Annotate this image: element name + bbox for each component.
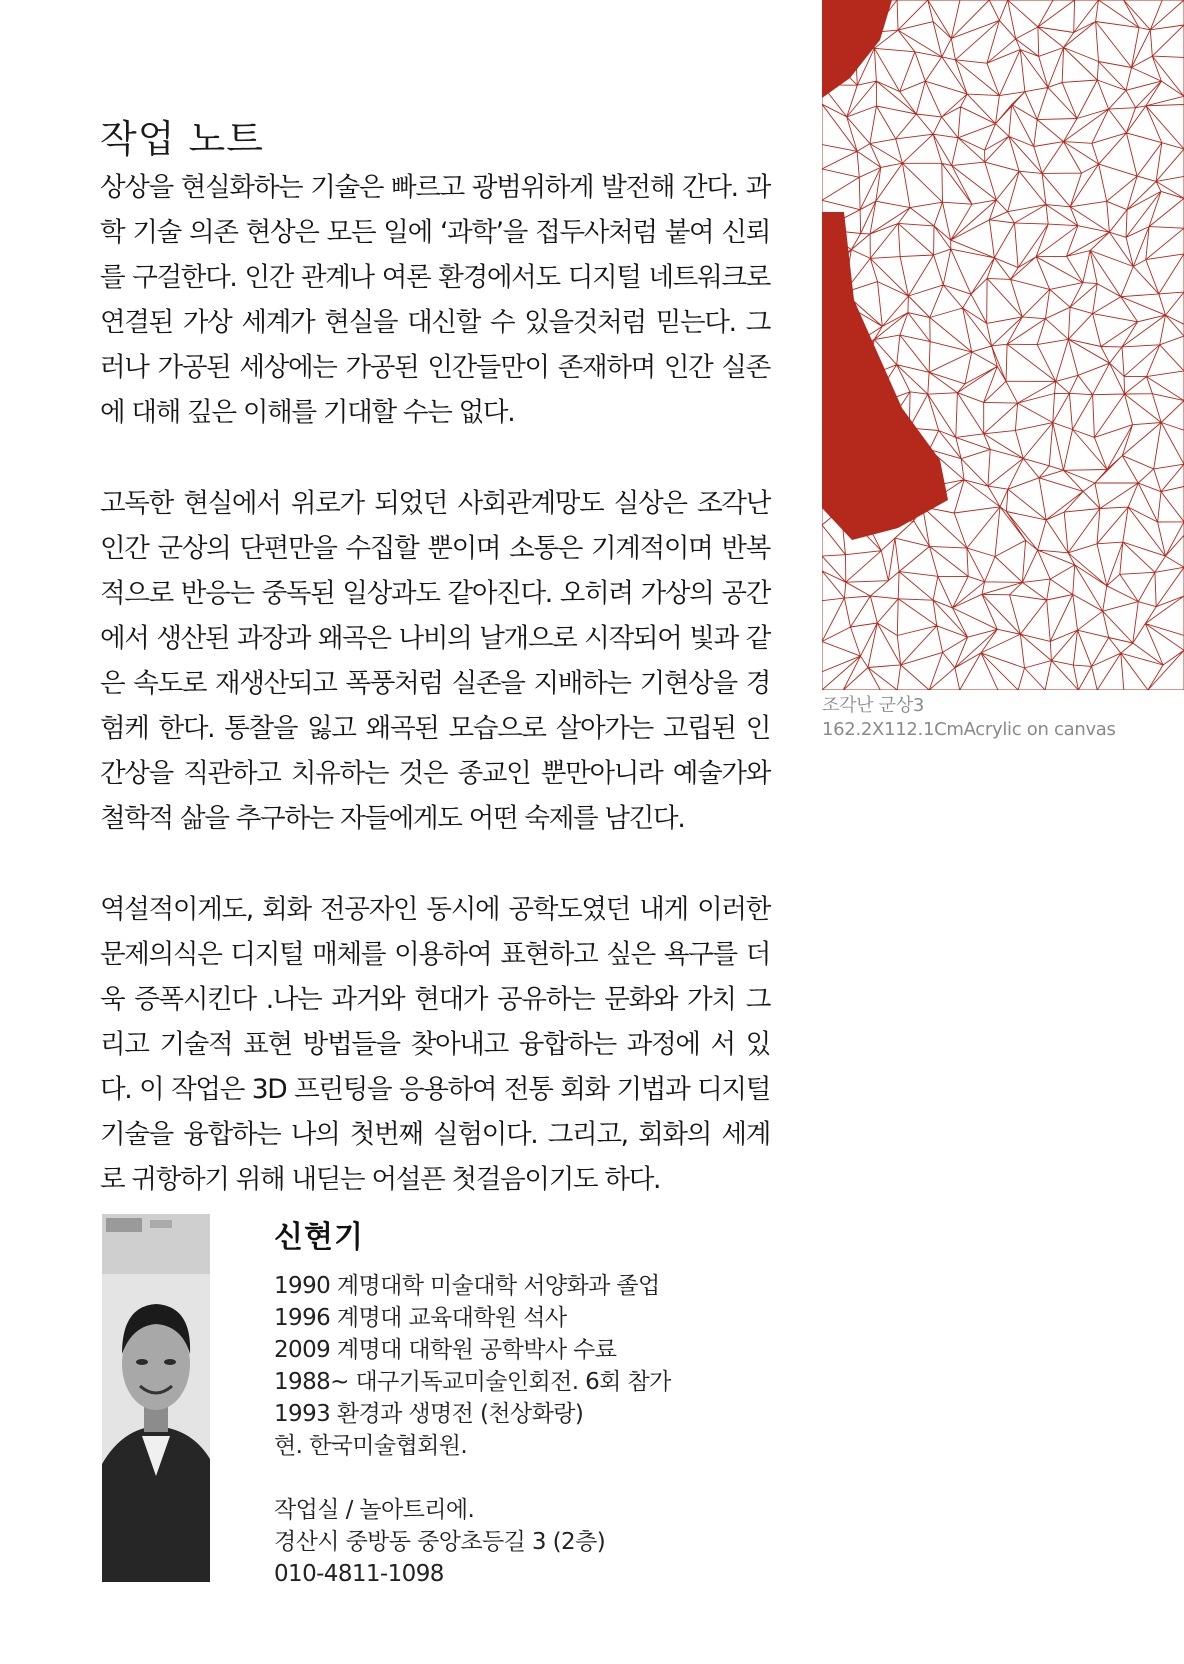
artist-portrait [102, 1214, 210, 1582]
mesh-lines [822, 0, 1184, 690]
career-item: 1993 환경과 생명전 (천상화랑) [274, 1401, 584, 1427]
career-item: 1990 계명대학 미술대학 서양화과 졸업 [274, 1273, 660, 1299]
spacer [274, 1462, 874, 1494]
artist-notes [100, 165, 770, 1248]
career-item: 2009 계명대 대학원 공학박사 수료 [274, 1337, 617, 1363]
studio-phone: 010-4811-1098 [274, 1561, 444, 1587]
artist-bio [274, 1212, 874, 1590]
artwork-caption [822, 694, 1184, 742]
notes-paragraph: 상상을 현실화하는 기술은 빠르고 광범위하게 발전해 간다. 과학 기술 의존 현상은 모든 일에 ‘과학’을 접두사처럼 붙여 신뢰를 구걸한다. 인간 관계나 여론 환경에서도 디지털 네트워크로 연결된 가상 세계가 현실을 대신할 수 있을것처럼 믿는다. 그러나 가공된 세상에는 가공된 인간들만이 존재하며 인간 실존에 대해 깊은 이해를 기대할 수는 없다. [100, 172, 770, 428]
page-title: 작업 노트 [100, 117, 264, 161]
artwork-image [822, 0, 1184, 690]
artwork-details: 162.2X112.1CmAcrylic on canvas [822, 719, 1116, 740]
artwork-mesh-lines [822, 0, 1184, 690]
career-item: 1988~ 대구기독교미술인회전. 6회 참가 [274, 1369, 671, 1395]
portrait-illustration [102, 1214, 210, 1582]
artist-name: 신현기 [274, 1220, 364, 1255]
studio-name: 작업실 / 놀아트리에. [274, 1497, 475, 1523]
artwork-title: 조각난 군상3 [822, 695, 925, 716]
notes-paragraph: 고독한 현실에서 위로가 되었던 사회관계망도 실상은 조각난 인간 군상의 단편만을 수집할 뿐이며 소통은 기계적이며 반복적으로 반응는 중독된 일상과도 같아진다. 오히려 가상의 공간에서 생산된 과장과 왜곡은 나비의 날개으로 시작되어 빛과 같은 속도로 재생산되고 폭풍처럼 실존을 지배하는 기현상을 경험케 한다. 통찰을 잃고 왜곡된 모습으로 살아가는 고립된 인간상을 직관하고 치유하는 것은 종교인 뿐만아니라 예술가와 철학적 삶을 추구하는 자들에게도 어떤 숙제를 남긴다. [100, 488, 770, 834]
notes-paragraph: 역설적이게도, 회화 전공자인 동시에 공학도였던 내게 이러한 문제의식은 디지털 매체를 이용하여 표현하고 싶은 욕구를 더욱 증폭시킨다 .나는 과거와 현대가 공유하는 문화와 가치 그리고 기술적 표현 방법들을 찾아내고 융합하는 과정에 서 있다. 이 작업은 3D 프린팅을 응용하여 전통 회화 기법과 디지털 기술을 융합하는 나의 첫번째 실험이다. 그리고, 회화의 세계로 귀항하기 위해 내딛는 어설픈 첫걸음이기도 하다. [100, 894, 770, 1195]
studio-address: 경산시 중방동 중앙초등길 3 (2층) [274, 1529, 606, 1555]
career-item: 현. 한국미술협회원. [274, 1433, 468, 1459]
wireframe-artwork [822, 0, 1184, 690]
career-item: 1996 계명대 교육대학원 석사 [274, 1305, 567, 1331]
